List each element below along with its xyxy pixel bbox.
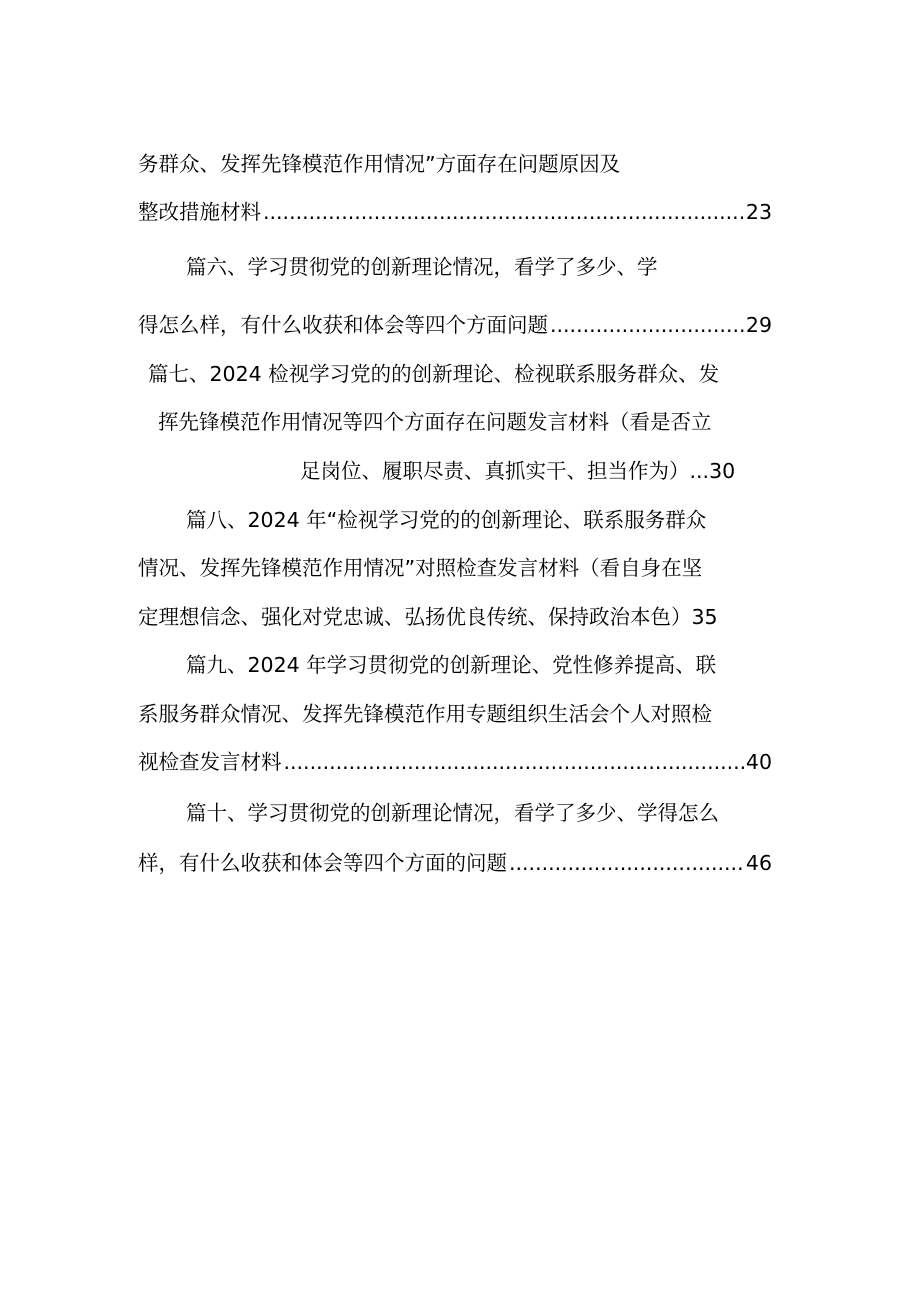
toc-entry-4-line-1[interactable] bbox=[186, 505, 786, 535]
toc-entry-5-line-2[interactable] bbox=[138, 699, 786, 729]
toc-entry-3-line-1[interactable] bbox=[148, 359, 784, 389]
toc-entry-text: 篇十、学习贯彻党的创新理论情况，看学了多少、学得怎么 bbox=[186, 801, 719, 825]
toc-entry-text: 情况、发挥先锋模范作用情况”对照检查发言材料（看自身在坚 bbox=[138, 556, 703, 580]
toc-entry-text: 整改措施材料 bbox=[138, 200, 261, 224]
dot-leader bbox=[550, 310, 745, 340]
toc-entry-text: 得怎么样，有什么收获和体会等四个方面问题 bbox=[138, 313, 548, 337]
dot-leader bbox=[509, 848, 745, 878]
toc-entry-1-line-1 bbox=[138, 149, 698, 179]
toc-entry-4-line-2[interactable] bbox=[138, 553, 786, 583]
dot-leader bbox=[284, 747, 745, 777]
toc-entry-text: 挥先锋模范作用情况等四个方面存在问题发言材料（看是否立 bbox=[158, 410, 712, 434]
toc-entry-text: 篇八、2024 年“检视学习党的的创新理论、联系服务群众 bbox=[186, 508, 707, 532]
toc-entry-5-line-3[interactable] bbox=[138, 747, 772, 777]
toc-entry-3-line-3[interactable] bbox=[300, 456, 784, 486]
toc-entry-4-line-3[interactable] bbox=[138, 602, 786, 632]
toc-page-number: 23 bbox=[745, 200, 772, 224]
toc-page-number: 46 bbox=[745, 851, 772, 875]
toc-entry-2-line-1[interactable] bbox=[186, 252, 722, 282]
toc-entry-text: 篇六、学习贯彻党的创新理论情况，看学了多少、学 bbox=[186, 255, 658, 279]
toc-entry-text: 定理想信念、强化对党忠诚、弘扬优良传统、保持政治本色） bbox=[138, 605, 692, 629]
toc-entry-6-line-1[interactable] bbox=[186, 798, 786, 828]
toc-page-number: 30 bbox=[709, 459, 736, 483]
toc-entry-5-line-1[interactable] bbox=[186, 650, 786, 680]
toc-entry-text: 视检查发言材料 bbox=[138, 750, 282, 774]
toc-entry-text: 篇九、2024 年学习贯彻党的创新理论、党性修养提高、联 bbox=[186, 653, 717, 677]
toc-page-number: 35 bbox=[691, 605, 718, 629]
toc-entry-text: 样，有什么收获和体会等四个方面的问题 bbox=[138, 851, 507, 875]
toc-page-number: 29 bbox=[745, 313, 772, 337]
dot-leader: ... bbox=[689, 459, 710, 483]
toc-entry-1-line-2[interactable] bbox=[138, 197, 772, 227]
toc-page-number: 40 bbox=[745, 750, 772, 774]
toc-entry-3-line-2[interactable] bbox=[158, 407, 784, 437]
toc-entry-text: 篇七、2024 检视学习党的的创新理论、检视联系服务群众、发 bbox=[148, 362, 720, 386]
toc-entry-6-line-2[interactable] bbox=[138, 848, 772, 878]
dot-leader bbox=[263, 197, 745, 227]
toc-entry-text: 足岗位、履职尽责、真抓实干、担当作为） bbox=[300, 459, 690, 483]
toc-entry-text: 系服务群众情况、发挥先锋模范作用专题组织生活会个人对照检 bbox=[138, 702, 712, 726]
toc-entry-2-line-2[interactable] bbox=[138, 310, 772, 340]
toc-entry-text: 务群众、发挥先锋模范作用情况”方面存在问题原因及 bbox=[138, 152, 621, 176]
